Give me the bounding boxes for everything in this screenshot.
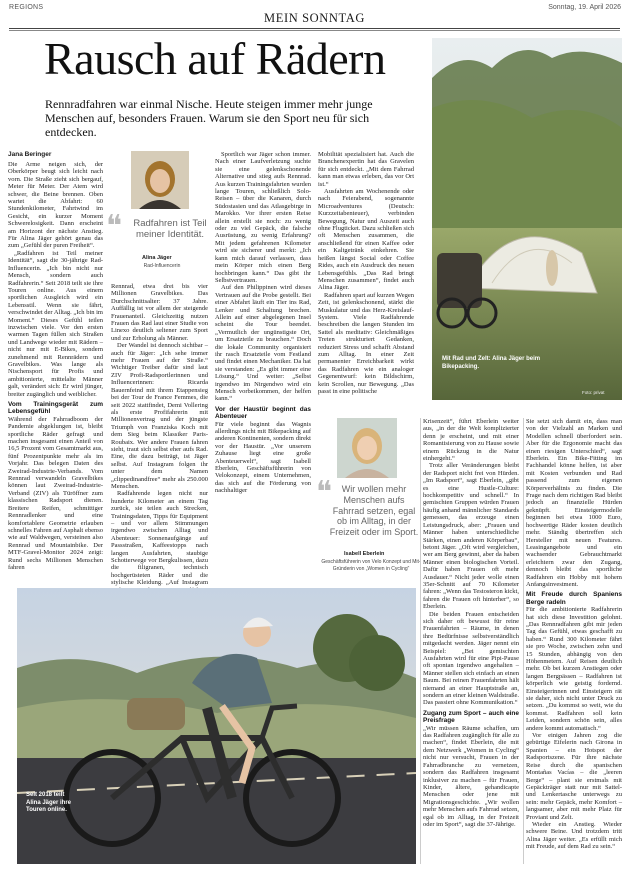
cyclist-photo-caption: Seit 2018 teilt Alina Jäger ihre Touren online.	[26, 792, 72, 813]
article-title: Rausch auf Rädern	[44, 33, 386, 84]
pull-quote-name: Isabell Eberlein	[344, 551, 385, 557]
column-3	[215, 151, 311, 587]
pull-quote-text: Radfahren ist Teil meiner Identität.	[133, 218, 207, 241]
cyclist-photo	[17, 588, 416, 864]
paragraph: Radfahren spart auf kurzen Wegen Zeit, ist gelenkschonend, stärkt die Muskulatur und das Herz-Kreislauf-System. Viele Radfahrende beschreiben die langen Stunden im Sattel als meditativ: Gleichmäßiges Treten strukturiert Gedanken, reduziert Stress und schafft Abstand zum Alltag. In einer Zeit permanenter Erreichbarkeit wirkt das Radfahren wie ein analoger Gegenentwurf: kein Bildschirm, kein Scrollen, nur Bewegung. „Das passt in eine politische	[318, 291, 414, 395]
column-5	[423, 418, 519, 864]
column-2	[111, 283, 208, 587]
column-1	[8, 161, 103, 587]
pull-quote-role: Rad-Influencerin	[143, 263, 181, 269]
paragraph: Auf den Philippinen wird dieses Vertrauen auf die Probe gestellt. Bei einer Abfahrt läuft ein Tier ins Rad, Lenker und Schaltung brechen. Allein auf einer abgelegenen Insel scheint die Tour beendet. „Vermutlich der ungünstigste Ort, um Ersatzteile zu brauchen.“ Doch die lokale Community organisiert ihr rasch Ersatzteile vom Festland und findet einen Mechaniker. Da hat sie verstanden: „Es gibt immer eine Lösung.“ Und weiter: „Selbst irgendwo im Nirgendwo wird ein Mensch vorbeikommen, der helfen kann.“	[215, 284, 311, 403]
paragraph: „Radfahren ist Teil meiner Identität“, sagt die 30-jährige Rad-Influencerin. „Ich bin nicht nur Mensch, sondern auch Radfahrerin.“ Seit 2018 teilt sie ihre Touren online. Aus einem sportlichen Ausgleich wird ein Lebensstil. Wenn sie fährt, verschwindet der Alltag. „Ich bin im Moment.“ Dieses Gefühl teilen inzwischen viele. Vor den ersten warmen Tagen füllen sich Straßen und Landwege wieder mit Rädern – nicht nur mit E-Bikes, sondern zunehmend mit Rennrädern und Gravelbikes. Was lange als Nischensport für Profis und ambitionierte, mittelalte Männer galt, verändert sich: Er wird jünger, breiter zugänglich und weiblicher.	[8, 249, 103, 398]
cyclist-photo-image	[17, 588, 416, 864]
page-section-title: MEIN SONNTAG	[264, 11, 365, 25]
header-rule-thin	[9, 30, 620, 31]
article-lead: Rennradfahren war einmal Nische. Heute steigen immer mehr junge Menschen auf, besonders Frauen. Warum sie den Sport neu für sich entdecken.	[45, 97, 373, 139]
subheading: Vor der Haustür beginnt das Abenteuer	[215, 405, 311, 421]
issue-date: Sonntag, 19. April 2026	[548, 4, 621, 11]
alina-portrait	[131, 151, 189, 209]
paragraph: Der Wandel ist dennoch sichtbar – auch für Jäger: „Ich sehe immer mehr Frauen auf der Straße.“ Wichtiger Treiber dafür sind laut ZIV Profi-Radsportlerinnen und Influencerinnen: Ricarda Bauernfeind mit ihrem Etappensieg bei der Tour de France Femmes, die seit 2022 stattfindet, Demi Vollering als erste Profifahrerin mit Millionenvertrag und der jüngste Triumph von Franziska Koch mit dem Sieg beim Klassiker Paris-Roubaix. Wer andere Frauen fahren sieht, traut sich selbst eher aufs Rad. Eine, die dazu beiträgt, ist Jäger selbst. Auf Instagram folgen ihr unter dem Namen „clippedinandfree“ mehr als 250.000 Menschen.	[111, 342, 208, 490]
column-divider	[420, 418, 421, 864]
paragraph: Trotz aller Veränderungen bleibt der Radsport nicht frei von Hürden. „Im Radsport“, sagt Eberlein, „gibt es eine Hustle-Culture: hochkompetitiv und schnell.“ In gemischten Gruppen würden Frauen häufig anhand männlicher Standards gemessen, das erzeuge einen Leistungsdruck, aber: „Frauen und Männer haben unterschiedliche Stärken, einen anderen Körperbau“, betont Jäger. „Oft wird vergleichen, wer am Berg gewinnt, aber da haben Männer einen biologischen Vorteil. Dafür haben Frauen oft mehr Ausdauer.“ Nicht jeder wolle einen 35er-Schnitt auf 70 Kilometer fahren: „Wenn das Testosteron kickt, fahren die Frauen oft hinterher“, so Eberlein.	[423, 462, 519, 611]
subheading: Mit Freude durch Spaniens Berge radeln	[526, 591, 622, 606]
tent-photo	[432, 38, 622, 400]
column-divider	[523, 418, 524, 864]
paragraph: Während der Fahrradboom der Pandemie abgeklungen ist, bleibt sportliche Räder gefragt und machen insgesamt einen Anteil von 16,5 Prozent vom Gesamtmarkt aus, fünf Prozentpunkte mehr als im Vorjahr. Das belegen Daten des Zweirad-Industrie-Verbands. Vom Rennrad verwandeln Gravelbikes können laut Zweirad-Industrie-Verband (ZIV) als Türöffner zum klassischen Radsport dienen. Breitere Reifen, schmittiger Rennradlenker und eine komfortablere Geometrie erlauben schnelles Fahren auf Asphalt ebenso wie auf Waldwegen, versteinen also Rennrad und Mountainbike. Der MTF-Gravel-Monitor 2024 zeigt: Rund sechs Millionen Menschen fahren	[8, 415, 103, 571]
portrait-image	[337, 418, 397, 478]
quote-mark-icon: ❝	[316, 476, 333, 509]
author-name: Jana Beringer	[8, 151, 52, 158]
pull-quote-role: Geschäftsführerin von Velo Konzept und Mit-Gründerin von „Women in Cycling“	[321, 559, 421, 572]
paragraph: Krisenzeit“, führt Eberlein weiter aus, „in der die Welt komplizierter denn je erscheint, und mit einer Romantisierung von zu Hause sowie einem Rückzug in die Natur einhergeht.“	[423, 418, 519, 463]
paragraph: Rennrad, etwa drei bis vier Millionen Gravelbikes. Das Durchschnittsalter: 37 Jahre. Auffällig ist vor allem der steigende Frauenanteil. Gleichzeitig nutzen Frauen das Rad laut einer Studie von Linexo deutlich seltener zum Sport und zur Erholung als Männer.	[111, 283, 208, 342]
subheading: Vom Trainingsgerät zum Lebensgefühl	[8, 401, 103, 416]
paragraph: Sie setzt sich damit ein, dass man von der Vielzahl an Marken und Modellen schnell überfordert sein. Aber für die Ergonomie macht das einen riesigen Unterschied“, sagt Eberlein. Ein Bike-Fitting im Fachhandel könne helfen, ist aber mit Kosten verbunden und Rad passend zum eigenen Körperverhältnis zu finden. Die Frage nach dem richtigen Rad bleibt jedoch an finanzielle Hürden geknüpft. Einsteigermodelle beginnen bei etwa 1000 Euro, hochwertige Räder kosten deutlich mehr. Ständig übertreffen sich Hersteller mit neuen Features. Leasingangebote und ein wachsender Gebrauchtmarkt erleichtern zwar den Zugang, dennoch bleibt das sportliche Radfahren ein Hobby mit hohem Anfangsinvestment.	[526, 418, 622, 588]
paragraph: Wieder ein Anstieg. Wieder schwere Beine. Und trotzdem tritt Alina Jäger weiter. „Es erfüllt mich mit Freude, auf dem Rad zu sein.“	[526, 820, 622, 851]
paragraph: Sportlich war Jäger schon immer. Nach einer Laufverletzung suchte sie eine gelenkschonende Alternative und stieg aufs Rennrad. Aus kurzen Trainingsfahrten wurden lange Touren, schließlich Solo-Reisen – über die Kanaren, durch Südostasien und das Atlasgebirge in Marokko. Vor ihrer ersten Reise allein erstellt sie noch: zu wenig oder zu viel Gepäck, die falsche Ausrüstung, zu wenig Erfahrung? Mit jedem gefahrenen Kilometer wird sie sicherer und merkt: „Ich kann mich darauf verlassen, dass mein Körper mich einen Berg hochbringen kann.“ Das gibt ihr Selbstvertrauen.	[215, 151, 311, 284]
column-6	[526, 418, 622, 864]
subheading: Zugang zum Sport – auch eine Preisfrage	[423, 709, 519, 725]
section-label: REGIONS	[9, 4, 44, 11]
paragraph: Ausfahrten am Wochenende oder nach Feierabend, sogenannte Microadventures (Deutsch: Kurzzeitabenteuer), verbinden Bewegung, Natur und Auszeit auch ohne Flugticket. Dazu schließen sich oft Menschen zusammen, die anschließend für einen Kaffee oder ein Kaltgetränk einkehren. Sie heißen längst Social oder Coffee Rides, auch ein Ausdruck des neuen Lebensgefühls. „Das Rad bringt Menschen zusammen“, findet auch Alina Jäger.	[318, 188, 414, 292]
tent-photo-caption: Mit Rad und Zelt: Alina Jäger beim Bikepacking.	[442, 356, 541, 370]
paragraph: Für viele beginnt das Wagnis allerdings nicht mit Bikepacking auf anderen Kontinenten, sondern direkt vor der Haustür. „Vor unserem Zuhause liegt eine große Abenteuerwelt“, sagt Isabell Eberlein, Geschäftsführerin von Velokonzept, einem Unternehmen, das sich auf die Förderung von nachhaltiger	[215, 420, 311, 495]
paragraph: Für die ambitionierte Radfahrerin hat sich diese Investition gelohnt. „Das Rennradfahren gibt mir jeden Tag das Gefühl, etwas geschafft zu haben.“ Rund 300 Kilometer fährt sie pro Woche, zwischen zehn und 15 Stunden, abhängig von den Höhenmetern. Auf Reisen deutlich mehr. Ob bei kurzen Anstiegen oder langen Bergpässen – Radfahren ist körperlich wie geistig fordernd. Einsteigerinnen und Einsteigern rät sie daher, sich nicht unter Druck zu setzen. „Du kommst so weit, wie du kommst. Radfahren soll kein Leiden, sondern schön sein, alles andere kommt automatisch.“	[526, 606, 622, 732]
portrait-image	[131, 151, 189, 209]
tent-photo-credit: Foto: privat	[582, 390, 605, 395]
isabell-portrait	[337, 418, 397, 478]
pull-quote-text: Wir wollen mehr Menschen aufs Fahrrad setzen, egal ob im Alltag, in der Freizeit oder im Sport.	[329, 484, 419, 538]
paragraph: Vor einigen Jahren zog die gebürtige Eifelerin nach Girona in Spanien – ein Hotspot der Radsportszene. Für ihre nächste Reise durch die spanischen Montañas Vacías – die „leeren Berge“ – plant sie erstmals mit Gepäckträger statt nur mit Sattel- und Lenkertasche unterwegs zu sein: mehr Gepäck, mehr Komfort – langsamer, aber mit mehr Platz für Proviant und Zelt.	[526, 732, 622, 821]
paragraph: Mobilität spezialisiert hat. Auch die Branchenexpertin hat das Gravelen für sich entdeckt. „Mit dem Fahrrad kann man etwas erleben, das vor Ort ist.“	[318, 151, 414, 188]
header-rule	[9, 28, 620, 29]
paragraph: Die Arme neigen sich, der Oberkörper beugt sich leicht nach vorn. Die Straße zieht sich bergauf, Meter für Meter. Der Atem wird schwer, die Beine brennen. Oben wartet die Abfahrt: 60 Stundenkilometer, Fahrtwind im Gesicht, ein kurzer Moment Schwerelosigkeit. Dann erscheint am Horizont der nächste Anstieg. Für Alina Jäger gehört genau das zum „Gefühl der puren Freiheit“.	[8, 161, 103, 250]
paragraph: Radfahrende legen nicht nur hunderte Kilometer an einem Tag zurück, sie teilen auch Strecken, Trainingsdaten, Tipps für Equipment – und vor allem Stimmungen irgendwo zwischen Alltag und Abenteuer: Sonnenaufgänge auf Passstraßen, Kaffeestopps nach langen Ausfahrten, staubige Schotterwege vor Bergkulissen, dazu die filigranen, technisch hochgerüsteten Räder und die stylische Kleidung. „Auf Instagram	[111, 490, 208, 587]
tent-photo-image	[432, 38, 622, 400]
paragraph: „Wir müssen Räume schaffen, um das Radfahren zugänglich für alle zu machen“, findet Eberlein, die mit dem Netzwerk „Women in Cycling“ nicht nur versucht, Frauen in der Fahrradbranche zu vernetzen, sondern das Radfahren insgesamt inklusiver zu machen – für Frauen, Kinder, ältere, gehandicapte Menschen oder jene mit Migrationsgeschichte. „Wir wollen mehr Menschen aufs Fahrrad setzen, egal ob im Alltag, in der Freizeit oder im Sport“, sagt die 37-Jährige.	[423, 724, 519, 828]
paragraph: Die beiden Frauen entscheiden sich daher oft bewusst für reine Frauenfahrten – Räume, in denen ihre Bedürfnisse selbstverständlich mitgedacht werden. Jäger nennt ein Beispiel: „Bei gemischten Ausfahrten wird für eine Pipi-Pause oft spontan irgendwo angehalten – Männer stellen sich einfach an einen Baum. Bei reinen Frauenfahrten hält niemand an einer Hauptstraße an, sondern an einer kleinen Waldstraße. Das passiert ohne Kommunikation.“	[423, 610, 519, 707]
column-4	[318, 151, 414, 399]
quote-mark-icon: ❝	[106, 210, 123, 243]
pull-quote-name: Alina Jäger	[142, 255, 172, 261]
